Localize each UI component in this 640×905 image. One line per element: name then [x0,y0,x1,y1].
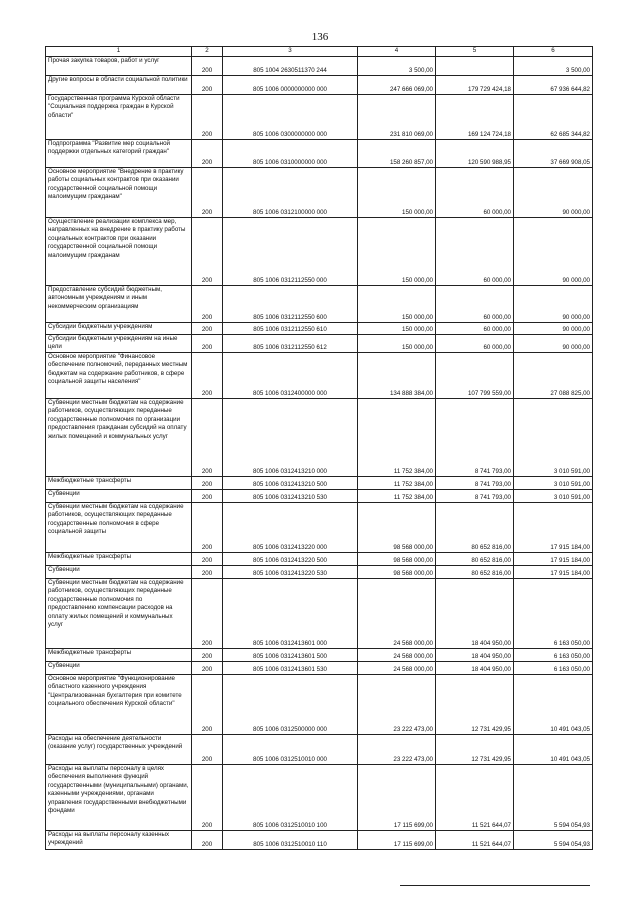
row-budget-code: 805 1006 0312413220 000 [223,503,358,553]
table-row [46,140,593,168]
table-row [46,335,593,353]
row-remaining-amount: 90 000,00 [514,218,593,286]
column-header: 5 [436,47,514,57]
table-body [46,57,593,850]
row-budget-code: 805 1006 0312112550 612 [223,335,358,353]
row-admin-code: 200 [192,57,223,76]
page-number: 136 [311,31,329,43]
row-budget-code: 805 1006 0312500000 000 [223,675,358,735]
row-admin-code: 200 [192,477,223,490]
row-name: Субсидии бюджетным учреждениям [46,323,192,335]
row-approved-amount: 98 568 000,00 [358,566,436,579]
row-budget-code: 805 1004 2630511370 244 [223,57,358,76]
row-name: Межбюджетные трансферты [46,477,192,490]
row-name: Субсидии бюджетным учреждениям на иные цели [46,335,192,353]
row-name: Субвенции местным бюджетам на содержание работников, осуществляющих переданные государственные полномочия в сфере социальной защиты [46,503,192,553]
row-name: Подпрограмма "Развитие мер социальной поддержки отдельных категорий граждан" [46,140,192,168]
row-executed-amount: 60 000,00 [436,323,514,335]
table-row [46,95,593,140]
table-row [46,566,593,579]
row-executed-amount: 80 652 816,00 [436,503,514,553]
row-budget-code: 805 1006 0000000000 000 [223,76,358,95]
row-remaining-amount: 62 685 344,82 [514,95,593,140]
table-row [46,353,593,399]
row-budget-code: 805 1006 0312413210 500 [223,477,358,490]
row-remaining-amount: 17 915 184,00 [514,566,593,579]
row-remaining-amount: 17 915 184,00 [514,553,593,566]
row-admin-code: 200 [192,286,223,323]
table-row [46,57,593,76]
row-admin-code: 200 [192,140,223,168]
row-approved-amount: 24 568 000,00 [358,579,436,649]
row-admin-code: 200 [192,566,223,579]
row-remaining-amount: 90 000,00 [514,286,593,323]
row-approved-amount: 98 568 000,00 [358,503,436,553]
row-approved-amount: 24 568 000,00 [358,649,436,662]
table-row [46,218,593,286]
table-row [46,765,593,831]
row-admin-code: 200 [192,735,223,765]
row-budget-code: 805 1006 0312510010 110 [223,831,358,850]
table-row [46,579,593,649]
row-name: Предоставление субсидий бюджетным, автономным учреждениям и иным некоммерческим организациям [46,286,192,323]
row-name: Субвенции местным бюджетам на содержание работников, осуществляющих переданные государственные полномочия по организации предоставления гражданам субсидий на оплату жилых помещений и коммунальных услуг [46,399,192,477]
row-approved-amount: 150 000,00 [358,168,436,218]
row-approved-amount: 150 000,00 [358,286,436,323]
column-header: 1 [46,47,192,57]
row-name: Прочая закупка товаров, работ и услуг [46,57,192,76]
row-admin-code: 200 [192,765,223,831]
row-executed-amount: 80 652 816,00 [436,566,514,579]
row-name: Государственная программа Курской области "Социальная поддержка граждан в Курской области" [46,95,192,140]
row-approved-amount: 17 115 699,00 [358,765,436,831]
row-executed-amount: 169 124 724,18 [436,95,514,140]
table-row [46,503,593,553]
row-executed-amount: 8 741 793,00 [436,477,514,490]
row-admin-code: 200 [192,168,223,218]
footer-rule [400,885,590,886]
row-approved-amount: 98 568 000,00 [358,553,436,566]
row-remaining-amount: 10 491 043,05 [514,675,593,735]
row-remaining-amount: 37 669 908,05 [514,140,593,168]
row-name: Расходы на обеспечение деятельности (оказание услуг) государственных учреждений [46,735,192,765]
row-remaining-amount: 6 163 050,00 [514,662,593,675]
row-remaining-amount: 17 915 184,00 [514,503,593,553]
row-name: Основное мероприятие "Финансовое обеспечение полномочий, переданных местным бюджетам на содержание работников, в сфере социальной защиты населения" [46,353,192,399]
row-name: Другие вопросы в области социальной политики [46,76,192,95]
table-row [46,76,593,95]
row-executed-amount: 8 741 793,00 [436,490,514,503]
row-budget-code: 805 1006 0312112550 000 [223,218,358,286]
row-approved-amount: 231 810 069,00 [358,95,436,140]
row-remaining-amount: 3 010 591,00 [514,477,593,490]
table-row [46,649,593,662]
row-name: Субвенции [46,490,192,503]
row-remaining-amount: 3 010 591,00 [514,490,593,503]
row-executed-amount: 18 404 950,00 [436,649,514,662]
row-budget-code: 805 1006 0312413601 530 [223,662,358,675]
row-executed-amount: 120 590 988,95 [436,140,514,168]
row-remaining-amount: 5 594 054,93 [514,831,593,850]
row-approved-amount: 23 222 473,00 [358,675,436,735]
row-admin-code: 200 [192,353,223,399]
row-name: Основное мероприятие "Функционирование областного казенного учреждения "Централизованная бухгалтерия при комитете социального обеспечения Курской области" [46,675,192,735]
row-admin-code: 200 [192,662,223,675]
table-row [46,323,593,335]
column-header: 6 [514,47,593,57]
row-budget-code: 805 1006 0312510010 100 [223,765,358,831]
row-approved-amount: 150 000,00 [358,335,436,353]
row-budget-code: 805 1006 0300000000 000 [223,95,358,140]
row-remaining-amount: 27 088 825,00 [514,353,593,399]
row-approved-amount: 24 568 000,00 [358,662,436,675]
table-row [46,553,593,566]
row-approved-amount: 134 888 384,00 [358,353,436,399]
row-budget-code: 805 1006 0312400000 000 [223,353,358,399]
row-admin-code: 200 [192,579,223,649]
row-executed-amount: 60 000,00 [436,286,514,323]
row-name: Субвенции [46,662,192,675]
row-name: Межбюджетные трансферты [46,553,192,566]
row-approved-amount: 11 752 384,00 [358,490,436,503]
row-executed-amount: 179 729 424,18 [436,76,514,95]
row-budget-code: 805 1006 0312413601 000 [223,579,358,649]
row-approved-amount: 11 752 384,00 [358,477,436,490]
row-remaining-amount: 3 500,00 [514,57,593,76]
row-budget-code: 805 1006 0312413220 500 [223,553,358,566]
row-name: Осуществление реализации комплекса мер, направленных на внедрение в практику работы социальных контрактов при оказании государственной социальной помощи малоимущим гражданам [46,218,192,286]
row-remaining-amount: 3 010 591,00 [514,399,593,477]
row-remaining-amount: 90 000,00 [514,168,593,218]
row-name: Расходы на выплаты персоналу в целях обеспечения выполнения функций государственными (муниципальными) органами, казенными учреждениями, органами управления государственными внебюджетными фондами [46,765,192,831]
row-executed-amount: 60 000,00 [436,218,514,286]
row-name: Субвенции местным бюджетам на содержание работников, осуществляющих переданные государственные полномочия по предоставлению компенсации расходов на оплату жилых помещений и коммунальных услуг [46,579,192,649]
row-approved-amount: 11 752 384,00 [358,399,436,477]
table-row [46,286,593,323]
row-admin-code: 200 [192,76,223,95]
table-row [46,675,593,735]
row-admin-code: 200 [192,323,223,335]
table-row [46,735,593,765]
row-remaining-amount: 10 491 043,05 [514,735,593,765]
row-budget-code: 805 1006 0312413601 500 [223,649,358,662]
row-executed-amount: 12 731 429,95 [436,735,514,765]
row-executed-amount: 80 652 816,00 [436,553,514,566]
row-executed-amount: 8 741 793,00 [436,399,514,477]
column-header: 3 [223,47,358,57]
row-approved-amount: 150 000,00 [358,323,436,335]
row-admin-code: 200 [192,95,223,140]
column-header: 2 [192,47,223,57]
row-admin-code: 200 [192,675,223,735]
row-budget-code: 805 1006 0312100000 000 [223,168,358,218]
row-remaining-amount: 90 000,00 [514,335,593,353]
row-admin-code: 200 [192,399,223,477]
row-remaining-amount: 90 000,00 [514,323,593,335]
row-executed-amount: 11 521 644,07 [436,831,514,850]
row-budget-code: 805 1006 0312510010 000 [223,735,358,765]
row-budget-code: 805 1006 0312413210 530 [223,490,358,503]
row-admin-code: 200 [192,503,223,553]
table-row [46,168,593,218]
table-row [46,831,593,850]
row-admin-code: 200 [192,335,223,353]
row-approved-amount: 17 115 699,00 [358,831,436,850]
row-executed-amount: 107 799 559,00 [436,353,514,399]
row-budget-code: 805 1006 0312413220 530 [223,566,358,579]
row-admin-code: 200 [192,831,223,850]
row-remaining-amount: 67 936 644,82 [514,76,593,95]
row-admin-code: 200 [192,553,223,566]
row-remaining-amount: 6 163 050,00 [514,649,593,662]
row-approved-amount: 247 666 069,00 [358,76,436,95]
row-name: Межбюджетные трансферты [46,649,192,662]
column-header: 4 [358,47,436,57]
table-row [46,490,593,503]
row-name: Основное мероприятие "Внедрение в практику работы социальных контрактов при оказании государственной социальной помощи малоимущим гражданам" [46,168,192,218]
row-executed-amount: 11 521 644,07 [436,765,514,831]
row-executed-amount: 18 404 950,00 [436,579,514,649]
table-header-row [46,47,593,57]
row-approved-amount: 23 222 473,00 [358,735,436,765]
row-executed-amount: 60 000,00 [436,335,514,353]
row-executed-amount: 60 000,00 [436,168,514,218]
row-admin-code: 200 [192,218,223,286]
row-remaining-amount: 5 594 054,93 [514,765,593,831]
row-executed-amount: 12 731 429,95 [436,675,514,735]
row-approved-amount: 150 000,00 [358,218,436,286]
row-admin-code: 200 [192,649,223,662]
row-admin-code: 200 [192,490,223,503]
row-budget-code: 805 1006 0312112550 610 [223,323,358,335]
row-name: Субвенции [46,566,192,579]
row-remaining-amount: 6 163 050,00 [514,579,593,649]
row-executed-amount [436,57,514,76]
budget-table [45,46,593,850]
row-budget-code: 805 1006 0310000000 000 [223,140,358,168]
row-budget-code: 805 1006 0312112550 600 [223,286,358,323]
table-row [46,477,593,490]
table-row [46,399,593,477]
row-name: Расходы на выплаты персоналу казенных учреждений [46,831,192,850]
row-budget-code: 805 1006 0312413210 000 [223,399,358,477]
row-approved-amount: 158 260 857,00 [358,140,436,168]
row-executed-amount: 18 404 950,00 [436,662,514,675]
row-approved-amount: 3 500,00 [358,57,436,76]
table-row [46,662,593,675]
